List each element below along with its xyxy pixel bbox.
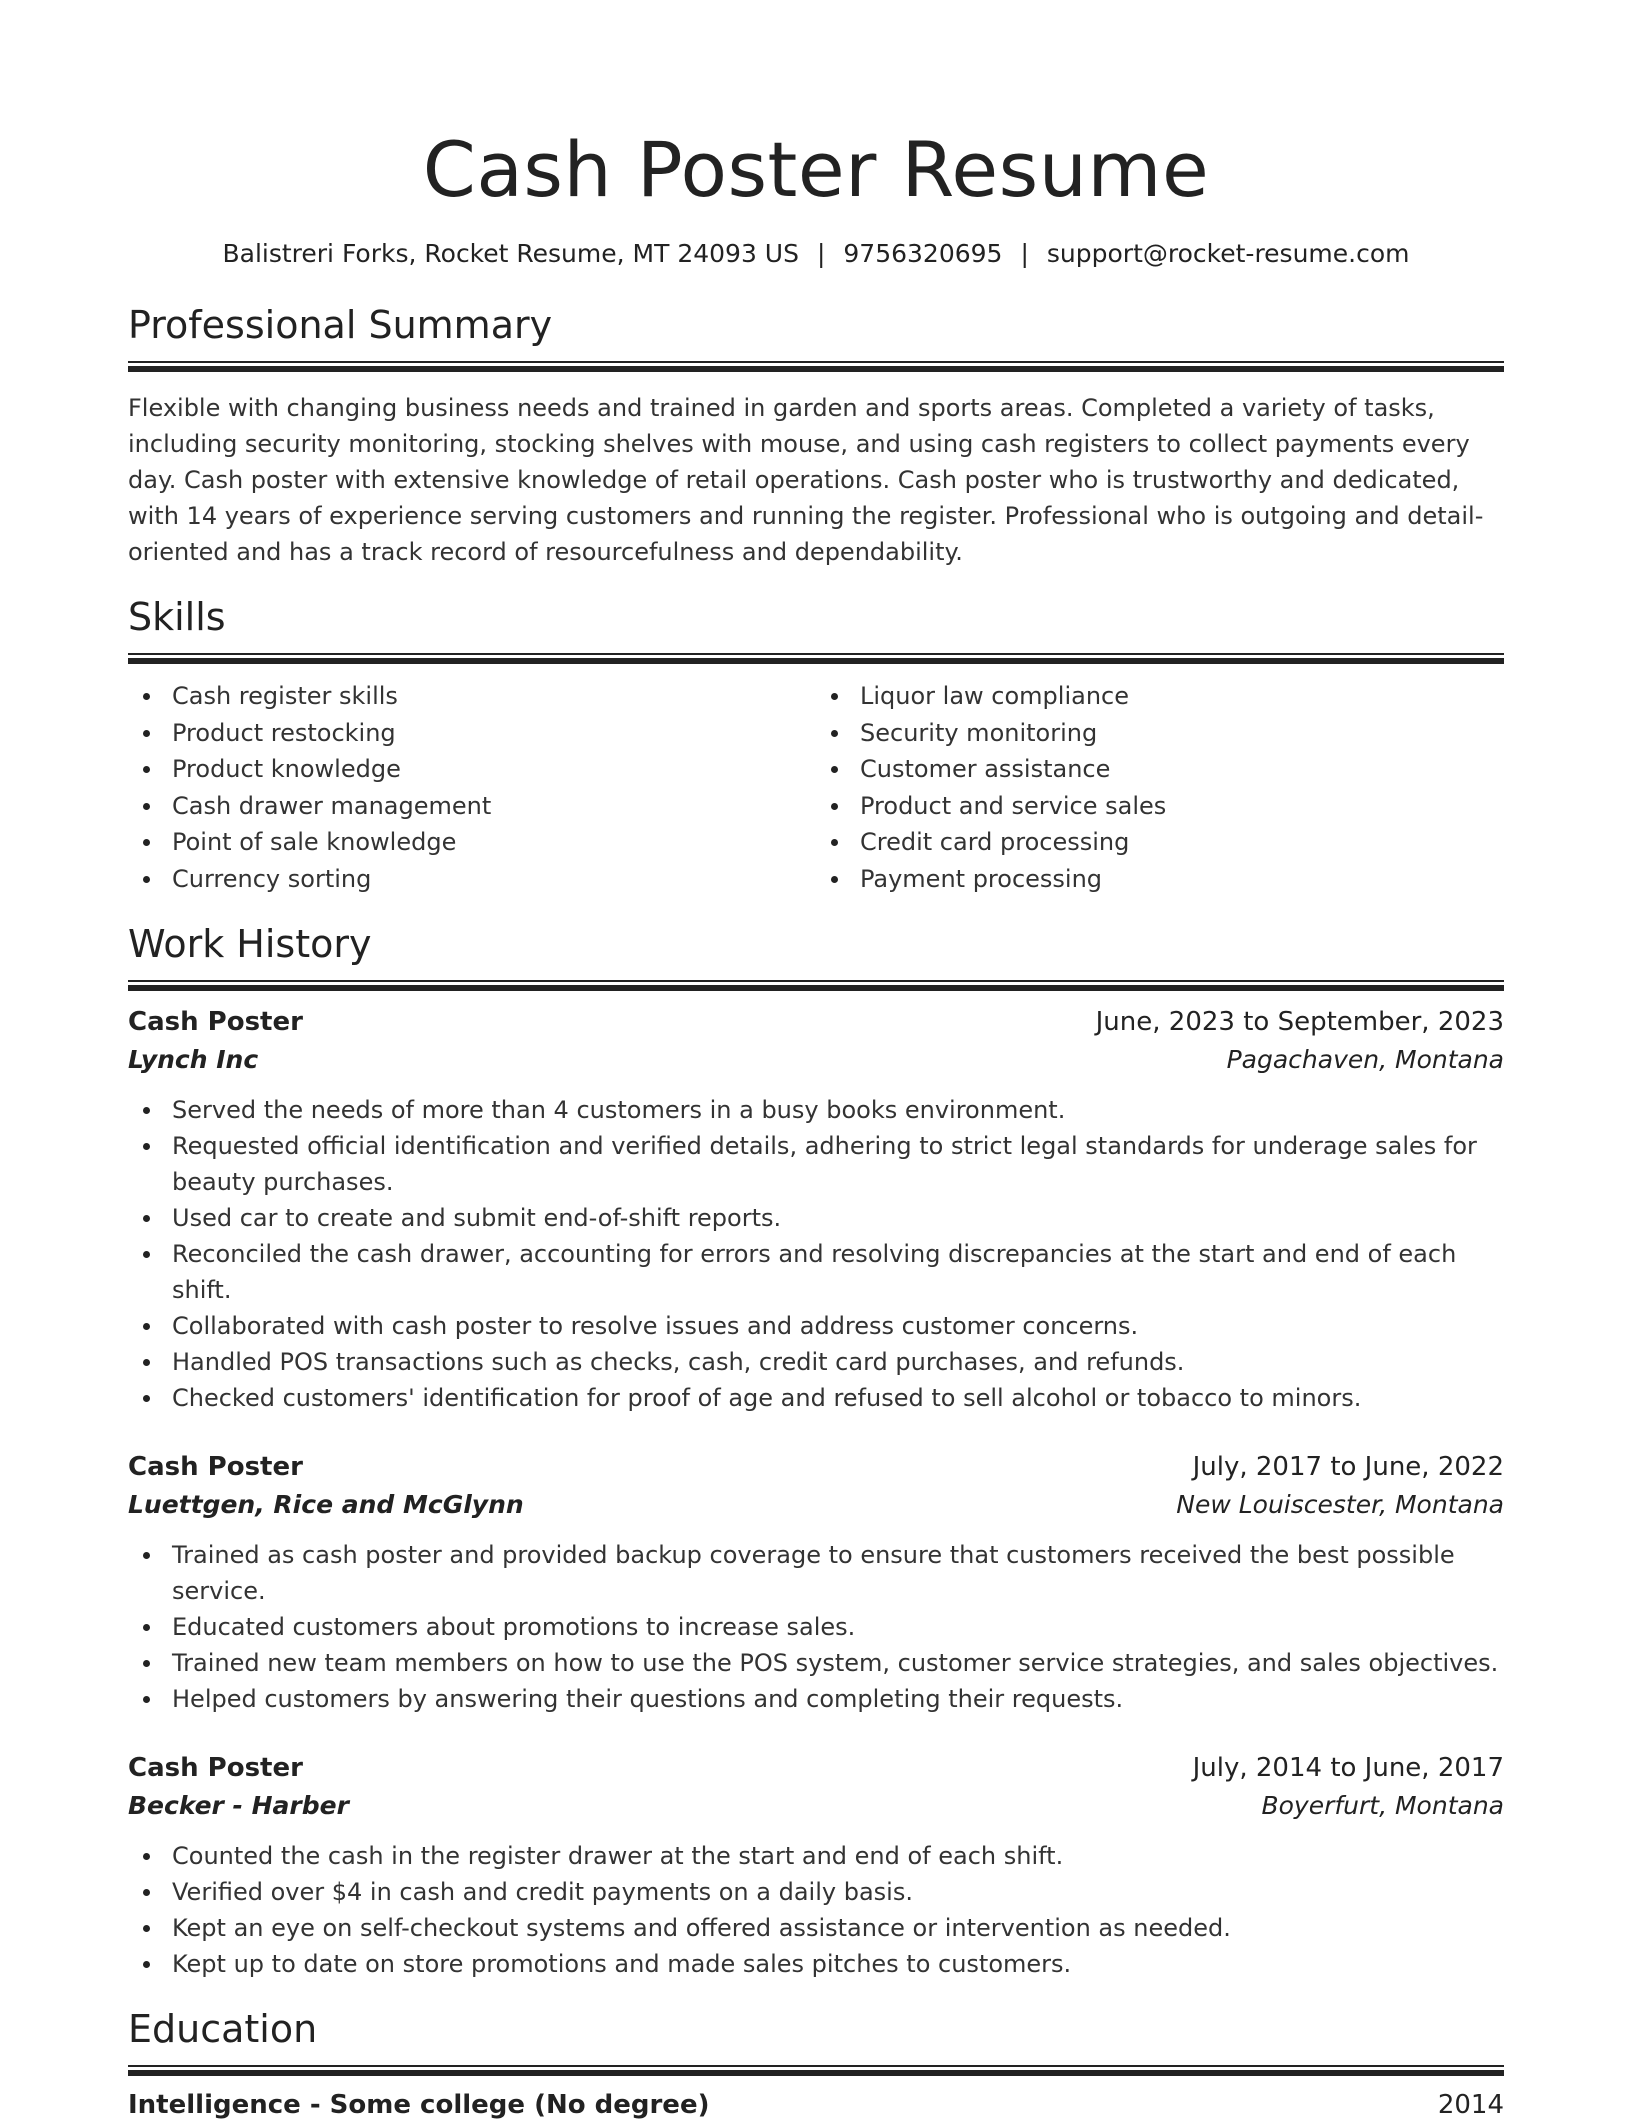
summary-text: Flexible with changing business needs and trained in garden and sports areas. Completed a variety of tasks, including security monitoring, stocking shelves with mouse, and using cash registers to collect payments every day. Cash poster with extensive knowledge of retail operations. Cash poster who is trustworthy and dedicated, with 14 years of experience serving customers and running the register. Professional who is outgoing and detail-oriented and has a track record of resourcefulness and dependability. [128,394,1484,566]
job-bullet: Reconciled the cash drawer, accounting for errors and resolving discrepancies at the start and end of each shift. [128,1236,1504,1308]
job-bullet: Checked customers' identification for proof of age and refused to sell alcohol or tobacco to minors. [128,1380,1504,1416]
job-entry [128,1448,1504,1717]
job-subheader [128,1041,1504,1079]
education-year: 2014 [1437,2090,1504,2120]
contact-line [128,236,1504,272]
resume-title: Cash Poster Resume [422,125,1210,214]
job-company: Becker - Harber [128,1791,349,1820]
job-bullet: Trained as cash poster and provided backup coverage to ensure that customers received the best possible service. [128,1537,1504,1609]
job-title: Cash Poster [128,1753,303,1783]
skill-item: Credit card processing [860,824,1504,861]
job-location: Pagachaven, Montana [1226,1045,1504,1074]
job-subheader [128,1787,1504,1825]
skills-section [128,592,1504,897]
education-degree: Intelligence - Some college (No degree) [128,2090,710,2120]
skill-item: Point of sale knowledge [172,824,816,861]
education-entry [128,2086,1504,2124]
job-bullet: Verified over $4 in cash and credit payments on a daily basis. [128,1874,1504,1910]
skill-item: Payment processing [860,861,1504,898]
job-bullets [128,1092,1504,1416]
job-bullet: Kept an eye on self-checkout systems and offered assistance or intervention as needed. [128,1910,1504,1946]
education-section [128,2004,1504,2124]
contact-separator: | [1020,239,1029,268]
skill-item: Product and service sales [860,788,1504,825]
section-divider [128,653,1504,664]
job-header [128,1448,1504,1486]
job-bullet: Used car to create and submit end-of-shift reports. [128,1200,1504,1236]
job-bullet: Collaborated with cash poster to resolve issues and address customer concerns. [128,1308,1504,1344]
job-entry [128,1003,1504,1416]
section-heading-education: Education [128,2007,318,2051]
section-heading-summary: Professional Summary [128,303,553,347]
section-heading-work-history: Work History [128,922,372,966]
skill-item: Cash drawer management [172,788,816,825]
skill-item: Cash register skills [172,678,816,715]
skills-grid [128,678,1504,897]
job-title: Cash Poster [128,1452,303,1482]
job-location: Boyerfurt, Montana [1261,1791,1504,1820]
skill-item: Product restocking [172,715,816,752]
job-company: Luettgen, Rice and McGlynn [128,1490,524,1519]
skill-item: Liquor law compliance [860,678,1504,715]
job-location: New Louiscester, Montana [1176,1490,1504,1519]
job-company: Lynch Inc [128,1045,259,1074]
summary-section [128,300,1504,570]
job-bullet: Handled POS transactions such as checks, cash, credit card purchases, and refunds. [128,1344,1504,1380]
job-dates: June, 2023 to September, 2023 [1095,1007,1504,1037]
job-entry [128,1749,1504,1982]
job-bullet: Educated customers about promotions to increase sales. [128,1609,1504,1645]
job-title: Cash Poster [128,1007,303,1037]
skill-item: Product knowledge [172,751,816,788]
skill-item: Customer assistance [860,751,1504,788]
skill-item: Security monitoring [860,715,1504,752]
job-bullet: Trained new team members on how to use the POS system, customer service strategies, and sales objectives. [128,1645,1504,1681]
phone: 9756320695 [843,239,1003,268]
job-dates: July, 2014 to June, 2017 [1192,1753,1504,1783]
section-divider [128,361,1504,372]
job-bullet: Kept up to date on store promotions and made sales pitches to customers. [128,1946,1504,1982]
job-subheader [128,1486,1504,1524]
address: Balistreri Forks, Rocket Resume, MT 24093 US [222,239,799,268]
job-bullet: Helped customers by answering their questions and completing their requests. [128,1681,1504,1717]
job-header [128,1003,1504,1041]
job-bullet: Requested official identification and verified details, adhering to strict legal standards for underage sales for beauty purchases. [128,1128,1504,1200]
skill-item: Currency sorting [172,861,816,898]
job-bullets [128,1838,1504,1982]
skills-list-right [816,678,1504,897]
section-divider [128,2065,1504,2076]
section-heading-skills: Skills [128,595,226,639]
section-divider [128,980,1504,991]
job-bullets [128,1537,1504,1717]
job-bullet: Served the needs of more than 4 customers in a busy books environment. [128,1092,1504,1128]
email[interactable]: support@rocket-resume.com [1046,239,1410,268]
job-dates: July, 2017 to June, 2022 [1192,1452,1504,1482]
work-history-section [128,919,1504,1982]
job-bullet: Counted the cash in the register drawer at the start and end of each shift. [128,1838,1504,1874]
skills-list-left [128,678,816,897]
job-header [128,1749,1504,1787]
contact-separator: | [816,239,826,268]
